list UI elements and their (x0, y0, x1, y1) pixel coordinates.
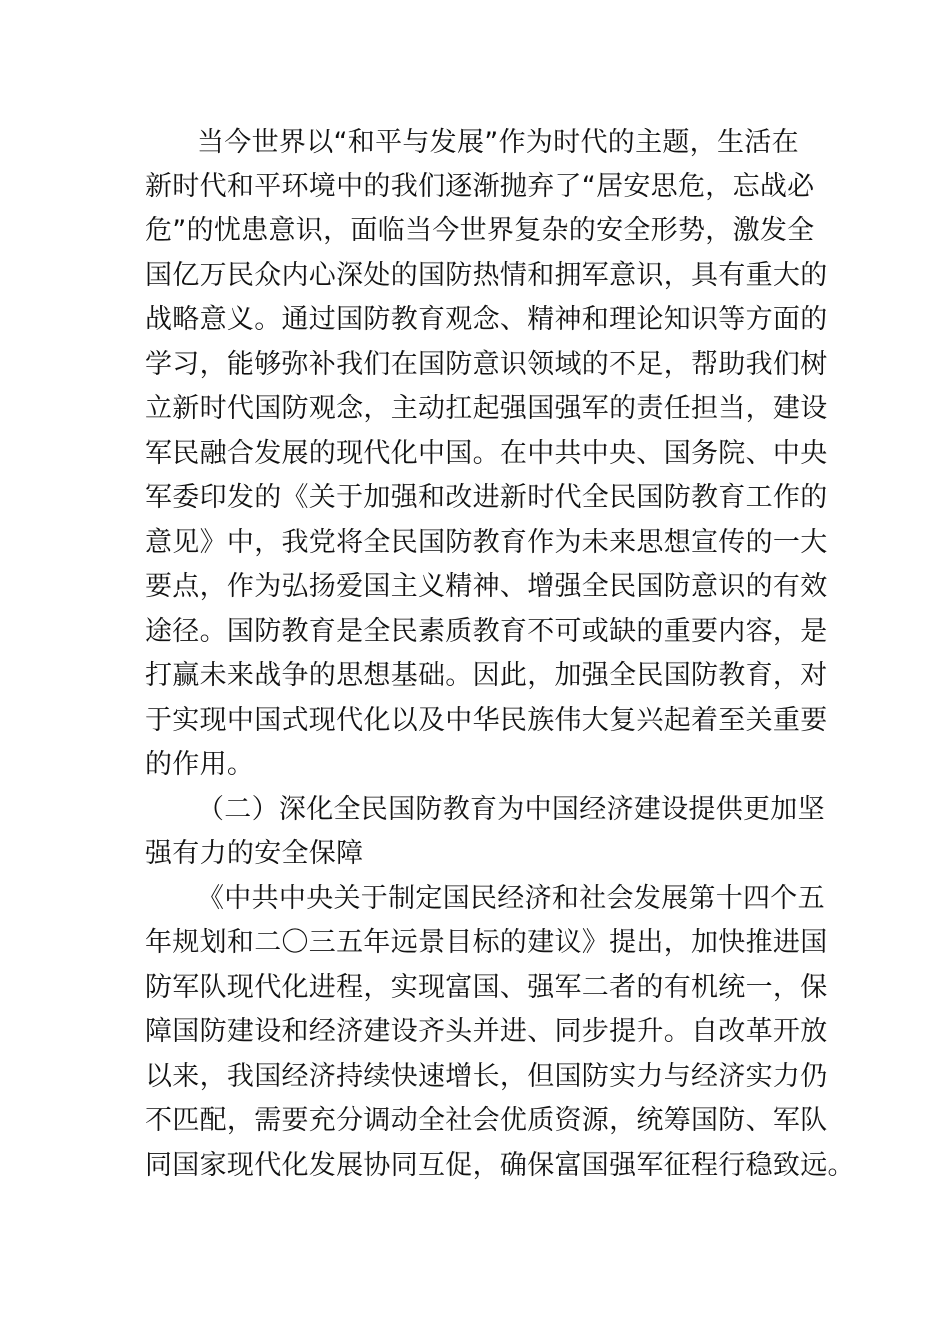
paragraph-1-line: 学习，能够弥补我们在国防意识领域的不足，帮助我们树 (145, 349, 828, 380)
paragraph-1-line: 意见》中，我党将全民国防教育作为未来思想宣传的一大 (145, 527, 828, 558)
paragraph-1-line: 战略意义。通过国防教育观念、精神和理论知识等方面的 (145, 304, 828, 335)
section-heading-line: 强有力的安全保障 (145, 838, 364, 869)
paragraph-1-line: 危”的忧患意识，面临当今世界复杂的安全形势，激发全 (145, 215, 815, 246)
paragraph-1-line: 当今世界以“和平与发展”作为时代的主题，生活在 (197, 127, 799, 158)
paragraph-2-line: 障国防建设和经济建设齐头并进、同步提升。自改革开放 (145, 1016, 828, 1047)
paragraph-1-line: 新时代和平环境中的我们逐渐抛弃了“居安思危，忘战必 (145, 171, 815, 202)
paragraph-1-line: 军委印发的《关于加强和改进新时代全民国防教育工作的 (145, 482, 828, 513)
paragraph-2-line: 以来，我国经济持续快速增长，但国防实力与经济实力仍 (145, 1061, 828, 1092)
paragraph-1-line: 的作用。 (145, 749, 255, 780)
paragraph-1-line: 打赢未来战争的思想基础。因此，加强全民国防教育，对 (145, 660, 828, 691)
paragraph-1-line: 国亿万民众内心深处的国防热情和拥军意识，具有重大的 (145, 260, 828, 291)
paragraph-1-line: 立新时代国防观念，主动扛起强国强军的责任担当，建设 (145, 393, 828, 424)
paragraph-2-line: 年规划和二〇三五年远景目标的建议》提出，加快推进国 (145, 927, 828, 958)
paragraph-2-line: 不匹配，需要充分调动全社会优质资源，统筹国防、军队 (145, 1105, 828, 1136)
paragraph-2-line: 同国家现代化发展协同互促，确保富国强军征程行稳致远。 (145, 1150, 855, 1181)
paragraph-1-line: 于实现中国式现代化以及中华民族伟大复兴起着至关重要 (145, 705, 828, 736)
paragraph-1-line: 要点，作为弘扬爱国主义精神、增强全民国防意识的有效 (145, 571, 828, 602)
paragraph-2-line: 《中共中央关于制定国民经济和社会发展第十四个五 (197, 883, 825, 914)
paragraph-2-line: 防军队现代化进程，实现富国、强军二者的有机统一，保 (145, 972, 828, 1003)
section-heading-line: （二）深化全民国防教育为中国经济建设提供更加坚 (197, 794, 825, 825)
paragraph-1-line: 途径。国防教育是全民素质教育不可或缺的重要内容，是 (145, 616, 828, 647)
paragraph-1-line: 军民融合发展的现代化中国。在中共中央、国务院、中央 (145, 438, 828, 469)
